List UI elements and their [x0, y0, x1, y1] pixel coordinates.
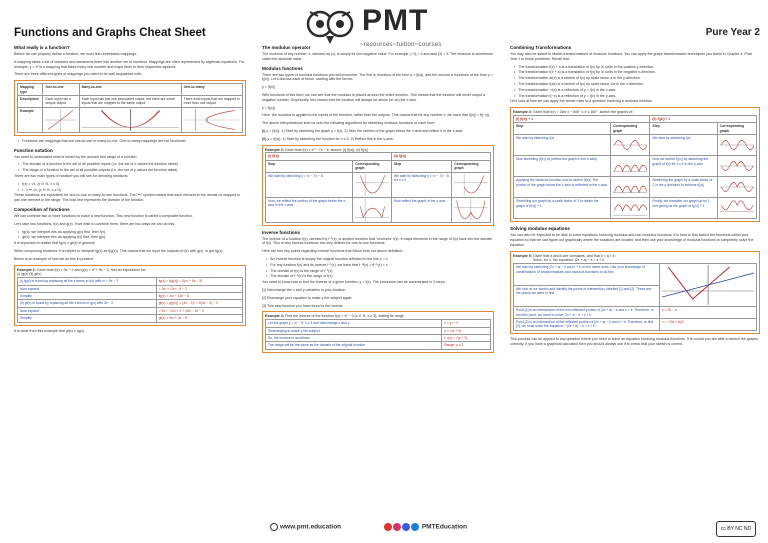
- globe-icon: [270, 523, 278, 531]
- modulus-functions-text: Here, the modulus is applied to the inputs of the function, rather than the outputs. This means that for any number x, we have that f(|x|) = f(|−x|).: [262, 113, 490, 118]
- transform-text: You may also be asked to sketch transformations of modulus functions. You can apply the graph transformation techniques you learnt in Chapter 4, Pure Year 1 to these problems. Recall that:: [510, 52, 752, 61]
- example-prompt: Find the inverse of the function f(x) = x² − 9 {x ∈ ℝ, x ≥ 3}, stating its range: [284, 314, 404, 319]
- inverse-text: Here are four key points regarding inverse functions that follow from our above definition:: [262, 249, 404, 254]
- example-working: = 3x² + 15x − 6 − 2: [156, 285, 242, 292]
- inverse-text: The inverse of a function f(x), denoted by f⁻¹(x), is another function that "reverses" f(x). It maps elements in the range of f(x) back into the domain of f(x). This is why inverse functions are only defined for one-to-one functions.: [262, 236, 493, 246]
- mapping-desc: There exist inputs that are mapped to more than one output: [181, 96, 242, 108]
- composition-text: When composing functions, it is helpful to interpret fg(x) as f(g(x)). This means that we input the outputs of f(x) with g(x), to get fg(x).: [14, 248, 224, 253]
- inverse-bullet: • For any function f(x) and its inverse f⁻¹(x), we have that f⁻¹f(x) = ff⁻¹(x) = x: [272, 263, 494, 268]
- algorithm-ii: [262, 137, 494, 142]
- example-graph: [353, 197, 392, 222]
- example-step: Let the graph y = x² − 9, x ≥ 3 and interchange x and y: [266, 320, 442, 327]
- notation-formula: • f : x ↦ √x, {x ∈ ℝ, x ≥ 0}: [24, 188, 246, 193]
- solving-closing: This process can be applied to any question where you need to solve an equation involving modulus functions. It is crucial you are able to sketch the graphs correctly. If you have a graphical calculator then you should always use it to check that your sketch is correct.: [510, 336, 758, 346]
- facebook-icon: [402, 523, 410, 531]
- example-prompt: Given that f(x) = 2sin x − 600° ≤ x ≤ 180°, sketch the graphs of:: [532, 110, 634, 115]
- footer-social[interactable]: [384, 523, 467, 531]
- mapping-header: One-to-one: [43, 84, 79, 96]
- solving-heading: Solving modulus equations: [510, 226, 570, 232]
- transform-bullet: • The transformation f(ax) is a stretch of f(x) by scale factor 1/a in the x-direction.: [520, 82, 760, 87]
- example-graph: [717, 156, 756, 177]
- abs-sine-graph-icon: [613, 178, 647, 196]
- example-step: Stretching our graph by a scale factor of 2 to obtain the graph of |f(x)| + 1: [514, 198, 611, 219]
- modulus-text: The modulus of any number, x, denoted as |x|, is simply its non-negative value. For example, |−3| = 3 and also |3| = 3. The modulus is sometimes called the absolute value.: [262, 52, 493, 61]
- website-text: www.pmt.education: [280, 523, 342, 531]
- composition-bullet: • fg(x): we interpret this as applying g(x) first, then f(x).: [24, 230, 246, 235]
- graph-header: Corresponding graph: [611, 123, 650, 135]
- inverse-step: [2] Rearrange your equation to make y the subject again: [262, 295, 352, 300]
- sine-graph-icon: [613, 136, 647, 154]
- example-working: fg(x) = 3x² + 15x − 8: [156, 292, 242, 299]
- example-prompt: Given that f(x) = 3x − 2 and g(x) = x² + 5x − 2, find an expression for:: [36, 267, 147, 272]
- algorithm-text: y = |f(x)|: 1) Start by sketching the graph y = f(x). 2) Take the section of the graph below the x-axis and reflect it in the x-axis.: [266, 128, 464, 133]
- example-label: Example 2:: [265, 147, 284, 152]
- composition-text: Let's take two functions, f(x) and g(x). If we wish to combine them, there are two ways we can do this:: [14, 221, 176, 226]
- example-1-box: [14, 265, 246, 326]
- step-header: Step: [514, 123, 611, 135]
- license-badge: cc BY NC ND: [716, 521, 756, 537]
- example-step: We start by sketching y = x² − 7x − 8 for x ≥ 0: [391, 172, 451, 197]
- even-sine-shifted-graph-icon: [720, 199, 754, 217]
- composition-heading: Composition of functions: [14, 206, 70, 212]
- example-graph: [611, 135, 650, 156]
- modulus-functions-text: With functions of this form, we can see that the modulus is placed around the entire function. This means that the function will never output a negative number. Graphically, this means that the function will always be above (or on) the x-axis.: [262, 92, 486, 102]
- example-graph: [659, 264, 756, 307]
- instagram-icon: [393, 523, 401, 531]
- modulus-formula: y = |f(x)|: [262, 85, 275, 90]
- example-col-title: (ii) f(|x|): [391, 153, 490, 160]
- column-1: [14, 41, 246, 511]
- example-graph: [611, 177, 650, 198]
- example-4-table: [513, 115, 757, 219]
- social-text: PMTEducation: [421, 523, 467, 531]
- linear-graph-icon: [45, 109, 76, 131]
- one-to-one-graph: [43, 107, 79, 132]
- algorithm-label: (i): [262, 128, 266, 133]
- example-label: Example 1:: [17, 267, 36, 272]
- example-step: We start by sketching |2x + a| − k and x + k on the same axes. Use your knowledge of combinations of transformations and modulus functions to do this: [514, 264, 660, 286]
- step-header: Step: [266, 160, 353, 172]
- example-graph: [717, 198, 756, 219]
- example-2-box: [262, 145, 494, 226]
- example-prompt: Given that a and k are constants, and that 0 < a < k:: [532, 253, 616, 258]
- example-graph: [452, 197, 491, 222]
- example-1-table: [17, 277, 243, 322]
- example-step: Point [1] is an intersection of the non-reflected portion of |2x + a| − k and x + k. Therefore, to find this point, we need to solve: 2x + a − k = x + k: [514, 307, 660, 319]
- transform-bullet: • The transformation af(x) is a stretch of f(x) by scale factor a in the y-direction.: [520, 76, 760, 81]
- modulus-quadratic-graph-icon: [355, 199, 389, 221]
- modulus-functions-heading: Modulus functions: [262, 65, 303, 71]
- notation-bullet: • The domain of a function is the set of all possible inputs (i.e. the set of x values the function takes): [24, 162, 246, 167]
- inverse-step-text: Rearrange your equation to make y the subject again: [267, 295, 352, 300]
- example-working: Range: y ≥ 3: [442, 342, 491, 349]
- example-solve: Solve, for x, the equation: |2x + a| − k = x + k: [533, 258, 605, 263]
- example-step: We look at our sketch and identify the points of intersection, labelled [1] and [2]. These are the points we want to find: [514, 285, 660, 307]
- composition-text: We can combine two or more functions to make a new function. This new function is called a composite function.: [14, 213, 193, 218]
- functions-note: • Functions are mappings that are one-to-one or many-to-one. One-to-many mappings are not functions!: [24, 139, 246, 144]
- example-col-title: (ii) f(|x|) + 1: [650, 115, 757, 122]
- footer: [0, 519, 768, 543]
- mapping-header: Mapping type: [18, 84, 43, 96]
- level-label: Pure Year 2: [705, 27, 760, 38]
- example-step: Stretching the graph by a scale factor of 2 in the y-direction to achieve f(|x|): [650, 177, 717, 198]
- inverse-bullet: • An inverse function is simply the original function reflected in the line y = x: [272, 257, 494, 262]
- example-step: (i) fg(x) is found by replacing all the x terms in f(x) with x² + 5x − 2: [18, 278, 157, 285]
- example-working: f⁻¹(x) = √(x + 9): [442, 334, 491, 341]
- example-graph: [353, 172, 392, 197]
- example-step: Point [2] is an intersection of the reflected portion of |2x + a| − k and x + k. Therefore, to find [2], we must solve the equation: −(2x + a) − k = x + k: [514, 318, 660, 330]
- sideways-parabola-graph-icon: [184, 109, 240, 131]
- example-step: So, the inverse is as follows: [266, 334, 442, 341]
- what-text-3: There are three different types of mappings you need to be well acquainted with:: [14, 72, 142, 77]
- logo-text: PMT: [362, 4, 429, 37]
- example-3-table: [265, 319, 491, 350]
- example-step: Now sketching |f(x)| by (reflect the graph in the x-axis): [514, 156, 611, 177]
- example-graph: [717, 177, 756, 198]
- abs-sine-graph-icon: [613, 157, 647, 175]
- example-4-box: [510, 107, 760, 222]
- composition-text: It is important to realise that fg(x) ≠ gf(x) in general.: [14, 241, 96, 246]
- example-working: fg(x) = f(g(x)) = 3(x² + 5x − 2): [156, 278, 242, 285]
- logo-tagline: ~resources~tuition~courses: [360, 42, 442, 48]
- notation-text-3: These notations are equivalent for one-to-one or many-to-one functions. The "↦" symbol means that each element in the domain is mapped to just one element in the range. The bold text represents the domain of the function.: [14, 193, 241, 203]
- example-graph: [611, 156, 650, 177]
- example-5-box: [510, 251, 760, 334]
- example-step: (ii) gf(x) is found by replacing all the x terms in g(x) with 3x − 2: [18, 300, 157, 307]
- parabola-graph-icon: [82, 109, 179, 131]
- example-step: Now, we reflect the portion of the graph below the x-axis in the x-axis: [266, 197, 353, 222]
- mapping-header: One-to-many: [181, 84, 242, 96]
- solving-text: You can also be expected to be able to solve equations involving modulus and non-modulus functions. It is best to first sketch the functions within your equation so that we can figure out graphically where the solutions are located, and then use your knowledge of modulus functions to completely solve the equation.: [510, 233, 754, 247]
- example-graph: [611, 198, 650, 219]
- example-col-title: (i) |f(x)|: [266, 153, 392, 160]
- mapping-table-box: [14, 80, 246, 136]
- even-sine-graph-icon: [720, 157, 754, 175]
- inverse-step: [1] Interchange the x and y variables in your function: [262, 287, 346, 292]
- inverse-step-text: Interchange the x and y variables in your function: [267, 287, 346, 292]
- column-2: [262, 41, 494, 511]
- transform-text: Let's look at how we can apply the above rules to a question involving a modulus function.: [510, 99, 653, 104]
- inverse-bullet: • The domain of f⁻¹(x) is the range of f(x): [272, 274, 494, 279]
- half-quadratic-graph-icon: [454, 174, 488, 196]
- mapping-desc: Each input has just one associated output, but there are some inputs that are mapped to the same output: [79, 96, 181, 108]
- inverse-text: You need to know how to find the inverse of a given function, y = f(x). The procedure can be summarised in 3 steps:: [262, 280, 446, 285]
- mapping-table: [17, 83, 243, 133]
- step-header: Step: [650, 123, 717, 135]
- desc-label: Description: [18, 96, 43, 108]
- inverse-step: [3] This new function you have found is the inverse: [262, 303, 343, 308]
- even-sine-graph-icon: [720, 178, 754, 196]
- inverse-step-text: This new function you have found is the inverse: [266, 303, 343, 308]
- algorithm-label: (ii): [262, 136, 267, 141]
- transform-bullet: • The transformation f(x) + a is a translation of f(x) by 'a' units in the positive y-direction.: [520, 65, 760, 70]
- example-working: = 9x² − 12x + 4 + 15x − 10 − 2: [156, 307, 242, 314]
- inverse-heading: Inverse functions: [262, 229, 301, 235]
- notation-bullet: • The range of a function is the set of all possible outputs (i.e. the set of y values the function takes): [24, 168, 246, 173]
- algorithm-text: y = f(|x|): 1) Start by sketching the function for x ≥ 0. 2) Reflect this in the y-axis.: [267, 136, 394, 141]
- example-step: Now reflect the graph in the y-axis: [391, 197, 451, 222]
- example-working: gf(x) = 9x² + 3x − 8: [156, 315, 242, 322]
- quadratic-graph-icon: [355, 174, 389, 196]
- twitter-icon: [411, 523, 419, 531]
- example-3-box: [262, 311, 494, 352]
- transform-bullet: • The transformation −f(x) is a reflection of y = f(x) in the x-axis.: [520, 88, 760, 93]
- composition-text: Below is an example of how we do this in practice:: [14, 256, 95, 261]
- modulus-functions-text: The above interpretations lead us onto the following algorithms for sketching modulus functions of each form:: [262, 121, 436, 126]
- mapping-header: Many-to-one: [79, 84, 181, 96]
- notation-text-2: There are two main types of notation you will see for denoting functions:: [14, 174, 129, 178]
- example-step: Now expand: [18, 285, 157, 292]
- page-title: Functions and Graphs Cheat Sheet: [14, 27, 206, 39]
- composition-closing: It is clear from this example that gf(x) ≠ fg(x).: [14, 328, 86, 333]
- one-to-many-graph: [181, 107, 242, 132]
- modulus-formula: y = f(|x|): [262, 105, 275, 110]
- youtube-icon: [384, 523, 392, 531]
- what-text-1: Before we can properly define a function, we must first understand mappings.: [14, 52, 138, 56]
- example-5-table: [513, 263, 757, 331]
- composition-bullet: • gf(x): we interpret this as applying f(x) first, then g(x).: [24, 235, 246, 240]
- example-label: Example 3:: [265, 314, 284, 319]
- example-step: We start by sketching f(x): [514, 135, 611, 156]
- example-step: Applying the modulus function now to sketch |f(x)|. The portion of the graph below the x-axis is reflected in the x-axis: [514, 177, 611, 198]
- example-step: Finally, we translate our graph up by 1 unit giving us the graph of f(|x|) + 1: [650, 198, 717, 219]
- example-label: Example 4:: [513, 110, 532, 115]
- sine-graph-icon: [720, 136, 754, 154]
- modulus-line-graph-icon: [662, 265, 754, 305]
- symmetric-quadratic-graph-icon: [454, 199, 488, 221]
- example-step: Now we sketch f(|x|) by sketching the graph of f(x) for x ≥ 0 in the y-axis: [650, 156, 717, 177]
- example-label: Example: [18, 107, 43, 132]
- example-working: x = y² − 9: [442, 320, 491, 327]
- example-graph: [717, 135, 756, 156]
- example-graph: [452, 172, 491, 197]
- modulus-heading: The modulus operator: [262, 45, 311, 50]
- column-3: [510, 41, 760, 511]
- what-text-2: A mapping takes a set of numbers and transforms them into another set of numbers. Mappings are often represented by algebraic equations. For example, y = x² is a mapping that takes every real number and maps them to their respective squares.: [14, 59, 245, 69]
- inverse-bullet: • The domain of f(x) is the range of f⁻¹(x): [272, 269, 494, 274]
- example-working: x = 2k − a: [659, 307, 756, 319]
- notation-formula: • f(x) = √x, {x ∈ ℝ, x ≥ 0}: [24, 182, 246, 187]
- example-step: We start by sketching y = x² − 7x − 8: [266, 172, 353, 197]
- example-step: Simplify: [18, 315, 157, 322]
- example-col-title: (i) |f(x)| + 1: [514, 115, 650, 122]
- example-step: Rearranging to make y the subject: [266, 327, 442, 334]
- example-parts: (i) fg(x) (ii) gf(x): [17, 272, 42, 277]
- example-prompt: Given that f(x) = x² − 7x − 8, sketch: (i) |f(x)|, (ii) f(|x|): [284, 147, 369, 152]
- example-2-table: [265, 152, 491, 222]
- many-to-one-graph: [79, 107, 181, 132]
- transform-heading: Combining Transformations: [510, 45, 572, 50]
- example-step: We start by sketching f(x): [650, 135, 717, 156]
- example-step: Now expand: [18, 307, 157, 314]
- example-working: x = −(2k + a)/3: [659, 318, 756, 330]
- modulus-functions-text: There are two types of modulus functions you will encounter. The first is functions of the form y = |f(x)|, and the second is functions of the form y = f(|x|). Let's discuss each of these, starting with the former.: [262, 72, 493, 82]
- example-step: The range will be the same as the domain of the original function: [266, 342, 442, 349]
- graph-header: Corresponding graph: [353, 160, 392, 172]
- what-heading: What really is a function?: [14, 45, 70, 50]
- example-working: gf(x) = g(f(x)) = (3x − 2)² + 5(3x − 2) − 2: [156, 300, 242, 307]
- footer-website[interactable]: [270, 523, 341, 531]
- notation-heading: Function notation: [14, 147, 53, 153]
- notation-text: You need to understand what is meant by the domain and range of a function.: [14, 154, 138, 159]
- algorithm-i: [262, 129, 494, 134]
- graph-header: Corresponding graph: [452, 160, 491, 172]
- step-header: Step: [391, 160, 451, 172]
- graph-header: Corresponding graph: [717, 123, 756, 135]
- example-label: Example 5:: [513, 253, 532, 258]
- mapping-desc: Each input has a unique output: [43, 96, 79, 108]
- transform-bullet: • The transformation f(x + a) is a translation of f(x) by 'a' units in the negative x-direction.: [520, 70, 760, 75]
- example-step: Simplify: [18, 292, 157, 299]
- abs-sine-shifted-graph-icon: [613, 199, 647, 217]
- transform-bullet: • The transformation f(−x) is a reflection of y = f(x) in the y-axis.: [520, 94, 760, 99]
- example-working: y = √(x + 9): [442, 327, 491, 334]
